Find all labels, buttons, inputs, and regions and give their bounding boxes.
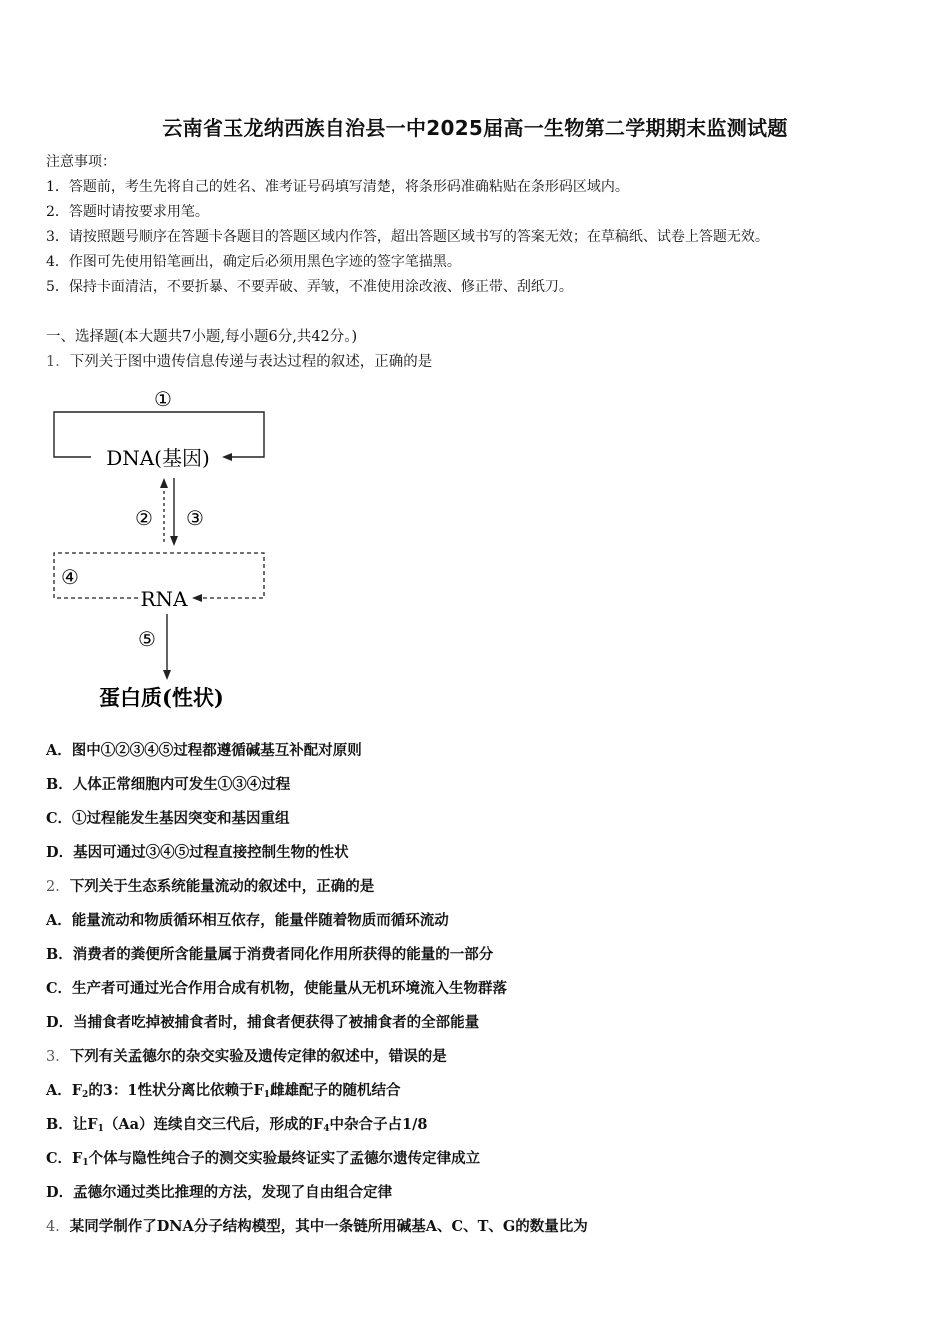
option-c: C．生产者可通过光合作用合成有机物，使能量从无机环境流入生物群落 — [46, 980, 508, 997]
option-b: B．消费者的粪便所含能量属于消费者同化作用所获得的能量的一部分 — [46, 946, 494, 963]
option-d: D．基因可通过③④⑤过程直接控制生物的性状 — [46, 844, 349, 861]
subscript: 1 — [263, 1090, 271, 1100]
subscript: 1 — [97, 1124, 104, 1134]
question-2 — [46, 877, 374, 897]
gene-expression-diagram — [46, 380, 306, 720]
question-number: 2． — [46, 879, 70, 895]
diagram-svg — [46, 380, 306, 720]
subscript: 2 — [82, 1090, 89, 1100]
option-c: C．①过程能发生基因突变和基因重组 — [46, 810, 290, 827]
option-d: D．当捕食者吃掉被捕食者时，捕食者便获得了被捕食者的全部能量 — [46, 1014, 480, 1031]
question-number: 3． — [46, 1049, 70, 1065]
reverse-transcription-arrowhead — [160, 478, 168, 488]
label-2: ② — [135, 506, 153, 530]
option-text: 个体与隐性纯合子的测交实验最终证实了孟德尔遗传定律成立 — [88, 1150, 481, 1167]
option-text: （Aa）连续自交三代后，形成的F — [103, 1116, 324, 1133]
option-text: 中杂合子占1/8 — [329, 1116, 428, 1133]
notice-item: 2．答题时请按要求用笔。 — [46, 204, 209, 220]
question-text: 下列关于生态系统能量流动的叙述中，正确的是 — [69, 878, 375, 895]
subscript: 1 — [82, 1158, 89, 1168]
question-text: 某同学制作了DNA分子结构模型，其中一条链所用碱基A、C、T、G的数量比为 — [69, 1218, 588, 1235]
option-text: C．F — [46, 1150, 83, 1167]
dna-label: DNA(基因) — [106, 446, 210, 470]
notice-item: 4．作图可先使用铅笔画出，确定后必须用黑色字迹的签字笔描黑。 — [46, 254, 461, 270]
option-c — [46, 1149, 480, 1173]
option-b: B．人体正常细胞内可发生①③④过程 — [46, 776, 291, 793]
question-3 — [46, 1047, 447, 1067]
label-5: ⑤ — [138, 627, 156, 651]
section-heading: 一、选择题(本大题共7小题,每小题6分,共42分。) — [46, 329, 358, 345]
label-1: ① — [154, 387, 172, 411]
option-a: A．图中①②③④⑤过程都遵循碱基互补配对原则 — [46, 742, 362, 759]
option-text: 雌雄配子的随机结合 — [270, 1082, 401, 1099]
transcription-arrowhead — [170, 536, 178, 546]
question-4 — [46, 1217, 588, 1237]
option-a — [46, 1081, 401, 1105]
notice-heading: 注意事项： — [46, 154, 116, 170]
question-text: 下列关于图中遗传信息传递与表达过程的叙述，正确的是 — [69, 354, 433, 370]
rna-replication-arrowhead — [192, 594, 202, 602]
option-text: A．F — [46, 1082, 83, 1099]
question-1 — [46, 352, 432, 372]
question-number: 4． — [46, 1219, 70, 1235]
notice-item: 5．保持卡面清洁，不要折暴、不要弄破、弄皱，不准使用涂改液、修正带、刮纸刀。 — [46, 279, 573, 295]
label-4: ④ — [61, 565, 79, 589]
notice-item: 3．请按照题号顺序在答题卡各题目的答题区域内作答，超出答题区域书写的答案无效；在草稿纸、试卷上答题无效。 — [46, 229, 769, 245]
option-text: 的3：1性状分离比依赖于F — [88, 1082, 264, 1099]
rna-label: RNA — [140, 587, 188, 611]
option-text: B．让F — [46, 1116, 98, 1133]
label-3: ③ — [186, 506, 204, 530]
option-b — [46, 1115, 428, 1139]
subscript: 4 — [323, 1124, 330, 1134]
replication-arrowhead — [222, 453, 232, 461]
translation-arrowhead — [163, 670, 171, 680]
protein-label: 蛋白质(性状) — [99, 685, 224, 710]
option-d: D．孟德尔通过类比推理的方法，发现了自由组合定律 — [46, 1184, 393, 1201]
page-title: 云南省玉龙纳西族自治县一中2025届高一生物第二学期期末监测试题 — [162, 116, 788, 140]
notice-item: 1．答题前，考生先将自己的姓名、准考证号码填写清楚，将条形码准确粘贴在条形码区域内。 — [46, 179, 629, 195]
question-text: 下列有关孟德尔的杂交实验及遗传定律的叙述中，错误的是 — [69, 1048, 447, 1065]
question-number: 1． — [46, 354, 70, 370]
option-a: A．能量流动和物质循环相互依存，能量伴随着物质而循环流动 — [46, 912, 449, 929]
